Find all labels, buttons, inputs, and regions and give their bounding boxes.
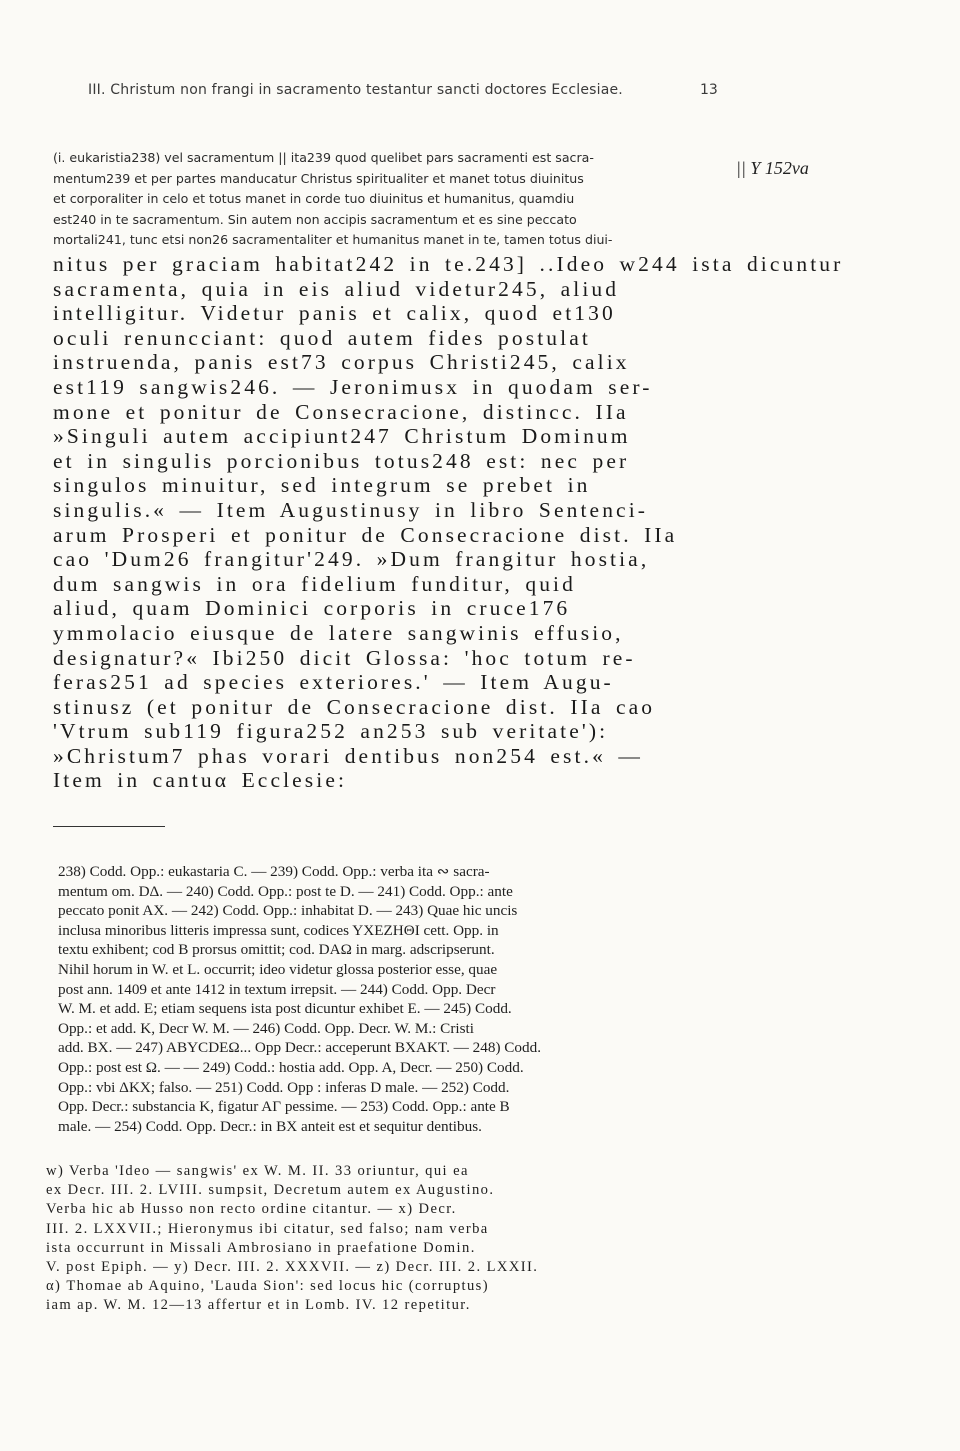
text-line: mone et ponitur de Consecracione, distincc. IIa bbox=[53, 399, 629, 424]
footnote-line: post ann. 1409 et ante 1412 in textum irrepsit. — 244) Codd. Opp. Decr bbox=[58, 980, 496, 998]
footnote-line: Opp.: et add. K, Decr W. M. — 246) Codd. Opp. Decr. W. M.: Cristi bbox=[58, 1019, 474, 1037]
footnote-line: male. — 254) Codd. Opp. Decr.: in BX anteit est et sequitur dentibus. bbox=[58, 1117, 482, 1135]
text-line: et corporaliter in celo et totus manet in corde tuo diuinitus et humanitus, quamdiu bbox=[53, 191, 575, 206]
text-line: est240 in te sacramentum. Sin autem non accipis sacramentum et es sine peccato bbox=[53, 211, 577, 227]
text-line: et in singulis porcionibus totus248 est: nec per bbox=[53, 448, 630, 473]
text-line: intelligitur. Videtur panis et calix, quod et130 bbox=[53, 301, 616, 326]
text-line: instruenda, panis est73 corpus Christi245, calix bbox=[53, 350, 630, 375]
text-line: ymmolacio eiusque de latere sangwinis effusio, bbox=[53, 620, 624, 645]
footnote-line: W. M. et add. E; etiam sequens ista post dicuntur exhibet E. — 245) Codd. bbox=[58, 1000, 512, 1018]
text-line: designatur?« Ibi250 dicit Glossa: 'hoc totum re- bbox=[53, 645, 636, 670]
text-line: singulos minuitur, sed integrum se prebet in bbox=[53, 473, 591, 498]
source-notes bbox=[46, 1162, 718, 1316]
source-note-line: ex Decr. III. 2. LVIII. sumpsit, Decretum autem ex Augustino. bbox=[46, 1182, 495, 1199]
text-line: »Singuli autem accipiunt247 Christum Dominum bbox=[53, 424, 631, 449]
text-line: feras251 ad species exteriores.' — Item Augu- bbox=[53, 670, 614, 695]
text-line: mortali241, tunc etsi non26 sacramentaliter et humanitus manet in te, tamen totus diui- bbox=[53, 232, 613, 247]
main-text-spaced-print bbox=[53, 252, 844, 793]
margin-folio-reference: || Y 152va bbox=[736, 158, 809, 178]
footnote-line: Opp.: post est Ω. — — 249) Codd.: hostia add. Opp. A, Decr. — 250) Codd. bbox=[58, 1058, 524, 1076]
source-note-line: Verba hic ab Husso non recto ordine citantur. — x) Decr. bbox=[46, 1201, 457, 1218]
page-number: 13 bbox=[700, 82, 718, 98]
footnote-line: Nihil horum in W. et L. occurrit; ideo videtur glossa posterior esse, quae bbox=[58, 960, 498, 978]
text-line: nitus per graciam habitat242 in te.243] ..Ideo w244 ista dicuntur bbox=[53, 252, 844, 276]
source-note-line: α) Thomae ab Aquino, 'Lauda Sion': sed locus hic (corruptus) bbox=[46, 1278, 490, 1295]
footnote-line: peccato ponit AX. — 242) Codd. Opp.: inhabitat D. — 243) Quae hic uncis bbox=[58, 902, 518, 920]
footnote-line: textu exhibent; cod B prorsus omittit; cod. DAΩ in marg. adscripserunt. bbox=[58, 941, 495, 959]
footnote-line: mentum om. DΔ. — 240) Codd. Opp.: post te D. — 241) Codd. Opp.: ante bbox=[58, 882, 513, 900]
footnotes bbox=[58, 862, 718, 1136]
text-line: sacramenta, quia in eis aliud videtur245, aliud bbox=[53, 276, 620, 301]
text-line: est119 sangwis246. — Jeronimusx in quodam ser- bbox=[53, 374, 653, 399]
footnote-line: inclusa minoribus litteris impressa sunt, codices YXEZHΘI cett. Opp. in bbox=[58, 921, 499, 939]
text-line: mentum239 et per partes manducatur Christus spiritualiter et manet totus diuinitus bbox=[53, 170, 584, 186]
text-line: (i. eukaristia238) vel sacramentum || ita239 quod quelibet pars sacramenti est sacra- bbox=[53, 150, 594, 165]
text-line: aliud, quam Dominici corporis in cruce176 bbox=[53, 596, 571, 621]
source-note-line: iam ap. W. M. 12—13 affertur et in Lomb. IV. 12 repetitur. bbox=[46, 1297, 471, 1314]
footnote-line: Opp.: vbi ΔKX; falso. — 251) Codd. Opp : inferas D male. — 252) Codd. bbox=[58, 1078, 510, 1096]
source-note-line: ista occurrunt in Missali Ambrosiano in praefatione Domin. bbox=[46, 1239, 476, 1256]
footnote-line: add. BX. — 247) ABYCDEΩ... Opp Decr.: acceperunt BXAKT. — 248) Codd. bbox=[58, 1039, 542, 1057]
text-line: oculi renuncciant: quod autem fides postulat bbox=[53, 325, 591, 350]
text-line: 'Vtrum sub119 figura252 an253 sub veritate'): bbox=[53, 719, 609, 744]
footnote-line: Opp. Decr.: substancia K, figatur AΓ pessime. — 253) Codd. Opp.: ante B bbox=[58, 1098, 510, 1116]
source-note-line: w) Verba 'Ideo — sangwis' ex W. M. II. 33 oriuntur, qui ea bbox=[46, 1163, 469, 1179]
footnote-line: 238) Codd. Opp.: eukastaria C. — 239) Codd. Opp.: verba ita ∾ sacra- bbox=[58, 863, 490, 880]
text-line: stinusz (et ponitur de Consecracione dist. IIa cao bbox=[53, 694, 656, 719]
main-text-small-print bbox=[53, 148, 725, 251]
source-note-line: V. post Epiph. — y) Decr. III. 2. XXXVII. — z) Decr. III. 2. LXXII. bbox=[46, 1259, 539, 1276]
text-line: Item in cantuα Ecclesie: bbox=[53, 768, 348, 793]
footnote-divider bbox=[53, 826, 165, 827]
text-line: dum sangwis in ora fidelium funditur, quid bbox=[53, 571, 576, 596]
text-line: »Christum7 phas vorari dentibus non254 est.« — bbox=[53, 743, 643, 768]
source-note-line: III. 2. LXXVII.; Hieronymus ibi citatur, sed falso; nam verba bbox=[46, 1220, 489, 1237]
text-line: singulis.« — Item Augustinusy in libro Sentenci- bbox=[53, 497, 649, 522]
text-line: cao 'Dum26 frangitur'249. »Dum frangitur hostia, bbox=[53, 547, 650, 572]
running-head: III. Christum non frangi in sacramento testantur sancti doctores Ecclesiae. bbox=[88, 82, 623, 98]
text-line: arum Prosperi et ponitur de Consecracione dist. IIa bbox=[53, 522, 678, 547]
